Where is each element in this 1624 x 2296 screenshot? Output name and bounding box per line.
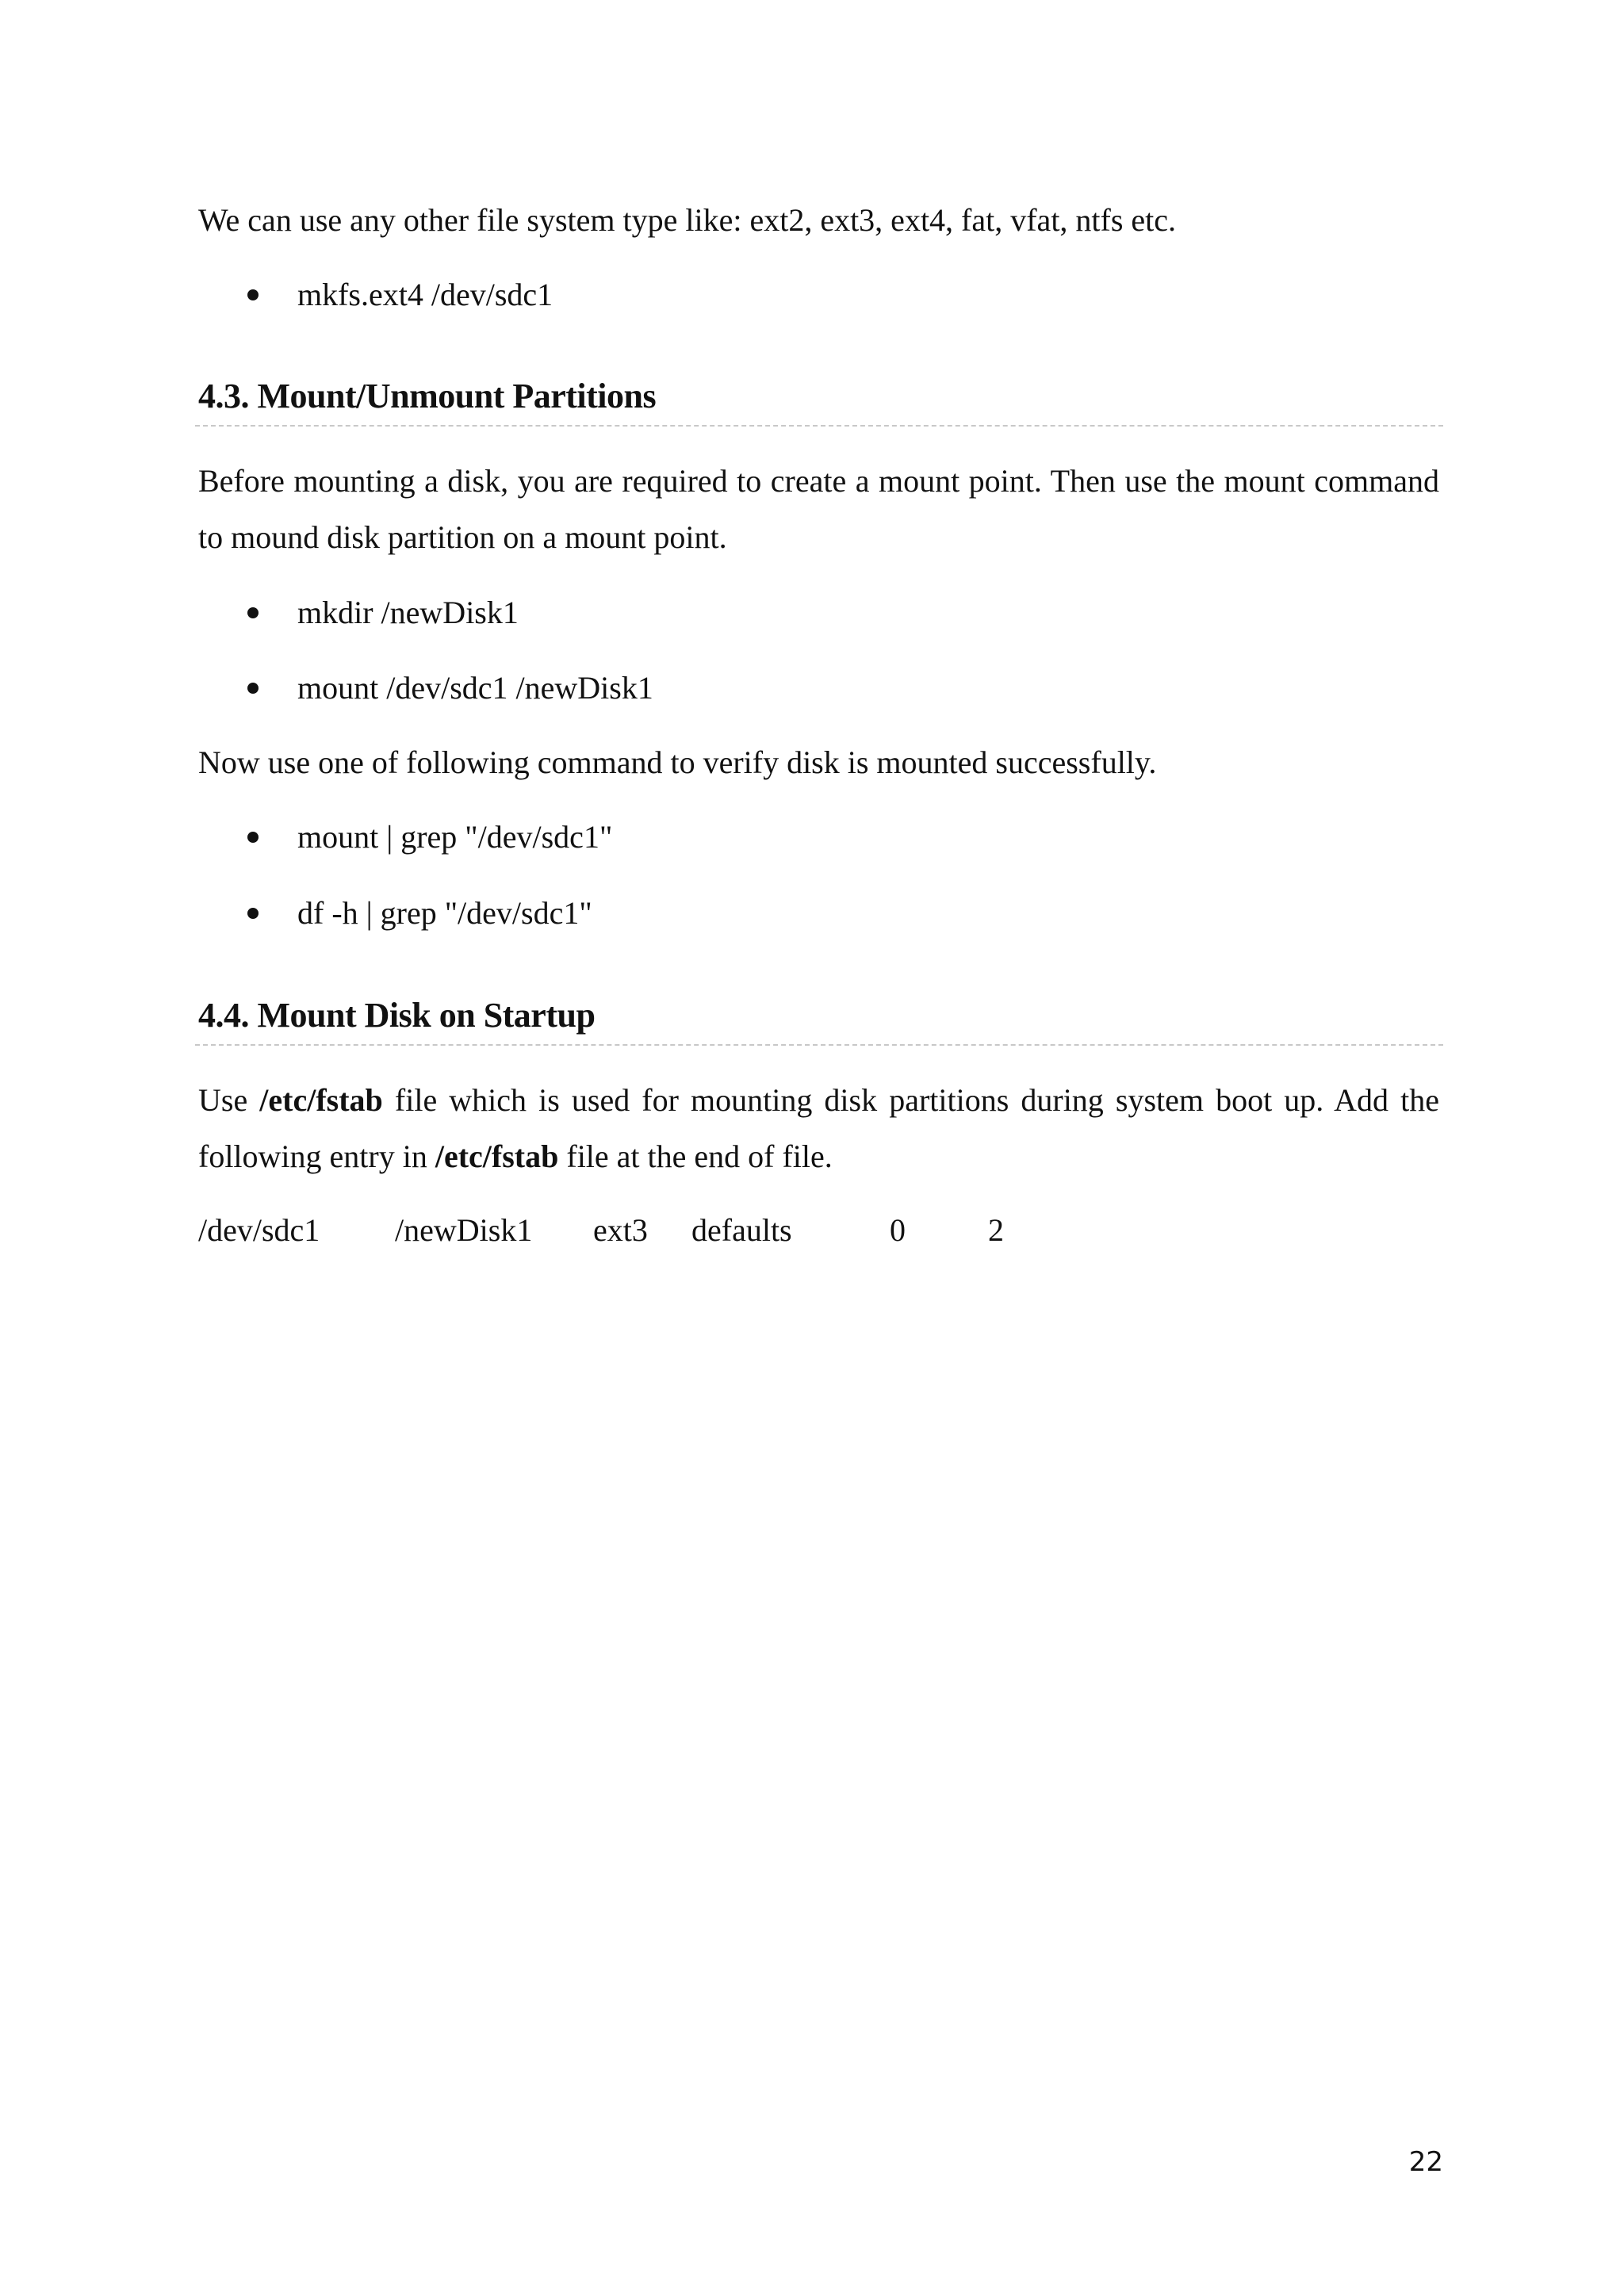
command-text: df -h | grep "/dev/sdc1"	[297, 895, 592, 931]
command-text: mkfs.ext4 /dev/sdc1	[297, 277, 553, 312]
section-heading-4-3: 4.3. Mount/Unmount Partitions	[198, 377, 657, 415]
fstab-pass: 2	[988, 1212, 1004, 1248]
fstab-mount-point: /newDisk1	[395, 1212, 533, 1248]
fstab-device: /dev/sdc1	[198, 1212, 320, 1248]
heading-divider	[195, 425, 1443, 427]
heading-divider	[195, 1044, 1443, 1046]
section-4-3-paragraph: Before mounting a disk, you are required to create a mount point. Then use the mount command to mound disk partition on a mount point.	[198, 463, 1439, 555]
fstab-path: /etc/fstab	[259, 1082, 383, 1118]
bullet-icon	[247, 289, 259, 300]
fstab-options: defaults	[691, 1212, 792, 1248]
section-4-4-paragraph: Use /etc/fstab file which is used for mounting disk partitions during system boot up. Add the following entry in /etc/fstab file at the end of file.	[198, 1082, 1439, 1174]
command-text: mount /dev/sdc1 /newDisk1	[297, 670, 653, 706]
verify-paragraph: Now use one of following command to verify disk is mounted successfully.	[198, 744, 1157, 780]
bullet-icon	[247, 607, 259, 618]
page-number: 22	[1408, 2146, 1443, 2178]
section-heading-4-4: 4.4. Mount Disk on Startup	[198, 996, 596, 1035]
command-text: mkdir /newDisk1	[297, 595, 519, 630]
bullet-icon	[247, 908, 259, 919]
bullet-icon	[247, 832, 259, 843]
command-text: mount | grep "/dev/sdc1"	[297, 819, 613, 855]
intro-paragraph: We can use any other file system type like: ext2, ext3, ext4, fat, vfat, ntfs etc.	[198, 202, 1177, 238]
fstab-path: /etc/fstab	[435, 1138, 559, 1174]
bullet-icon	[247, 683, 259, 694]
fstab-entry	[198, 1208, 1150, 1253]
fstab-dump: 0	[890, 1212, 906, 1248]
fstab-fs-type: ext3	[593, 1212, 648, 1248]
